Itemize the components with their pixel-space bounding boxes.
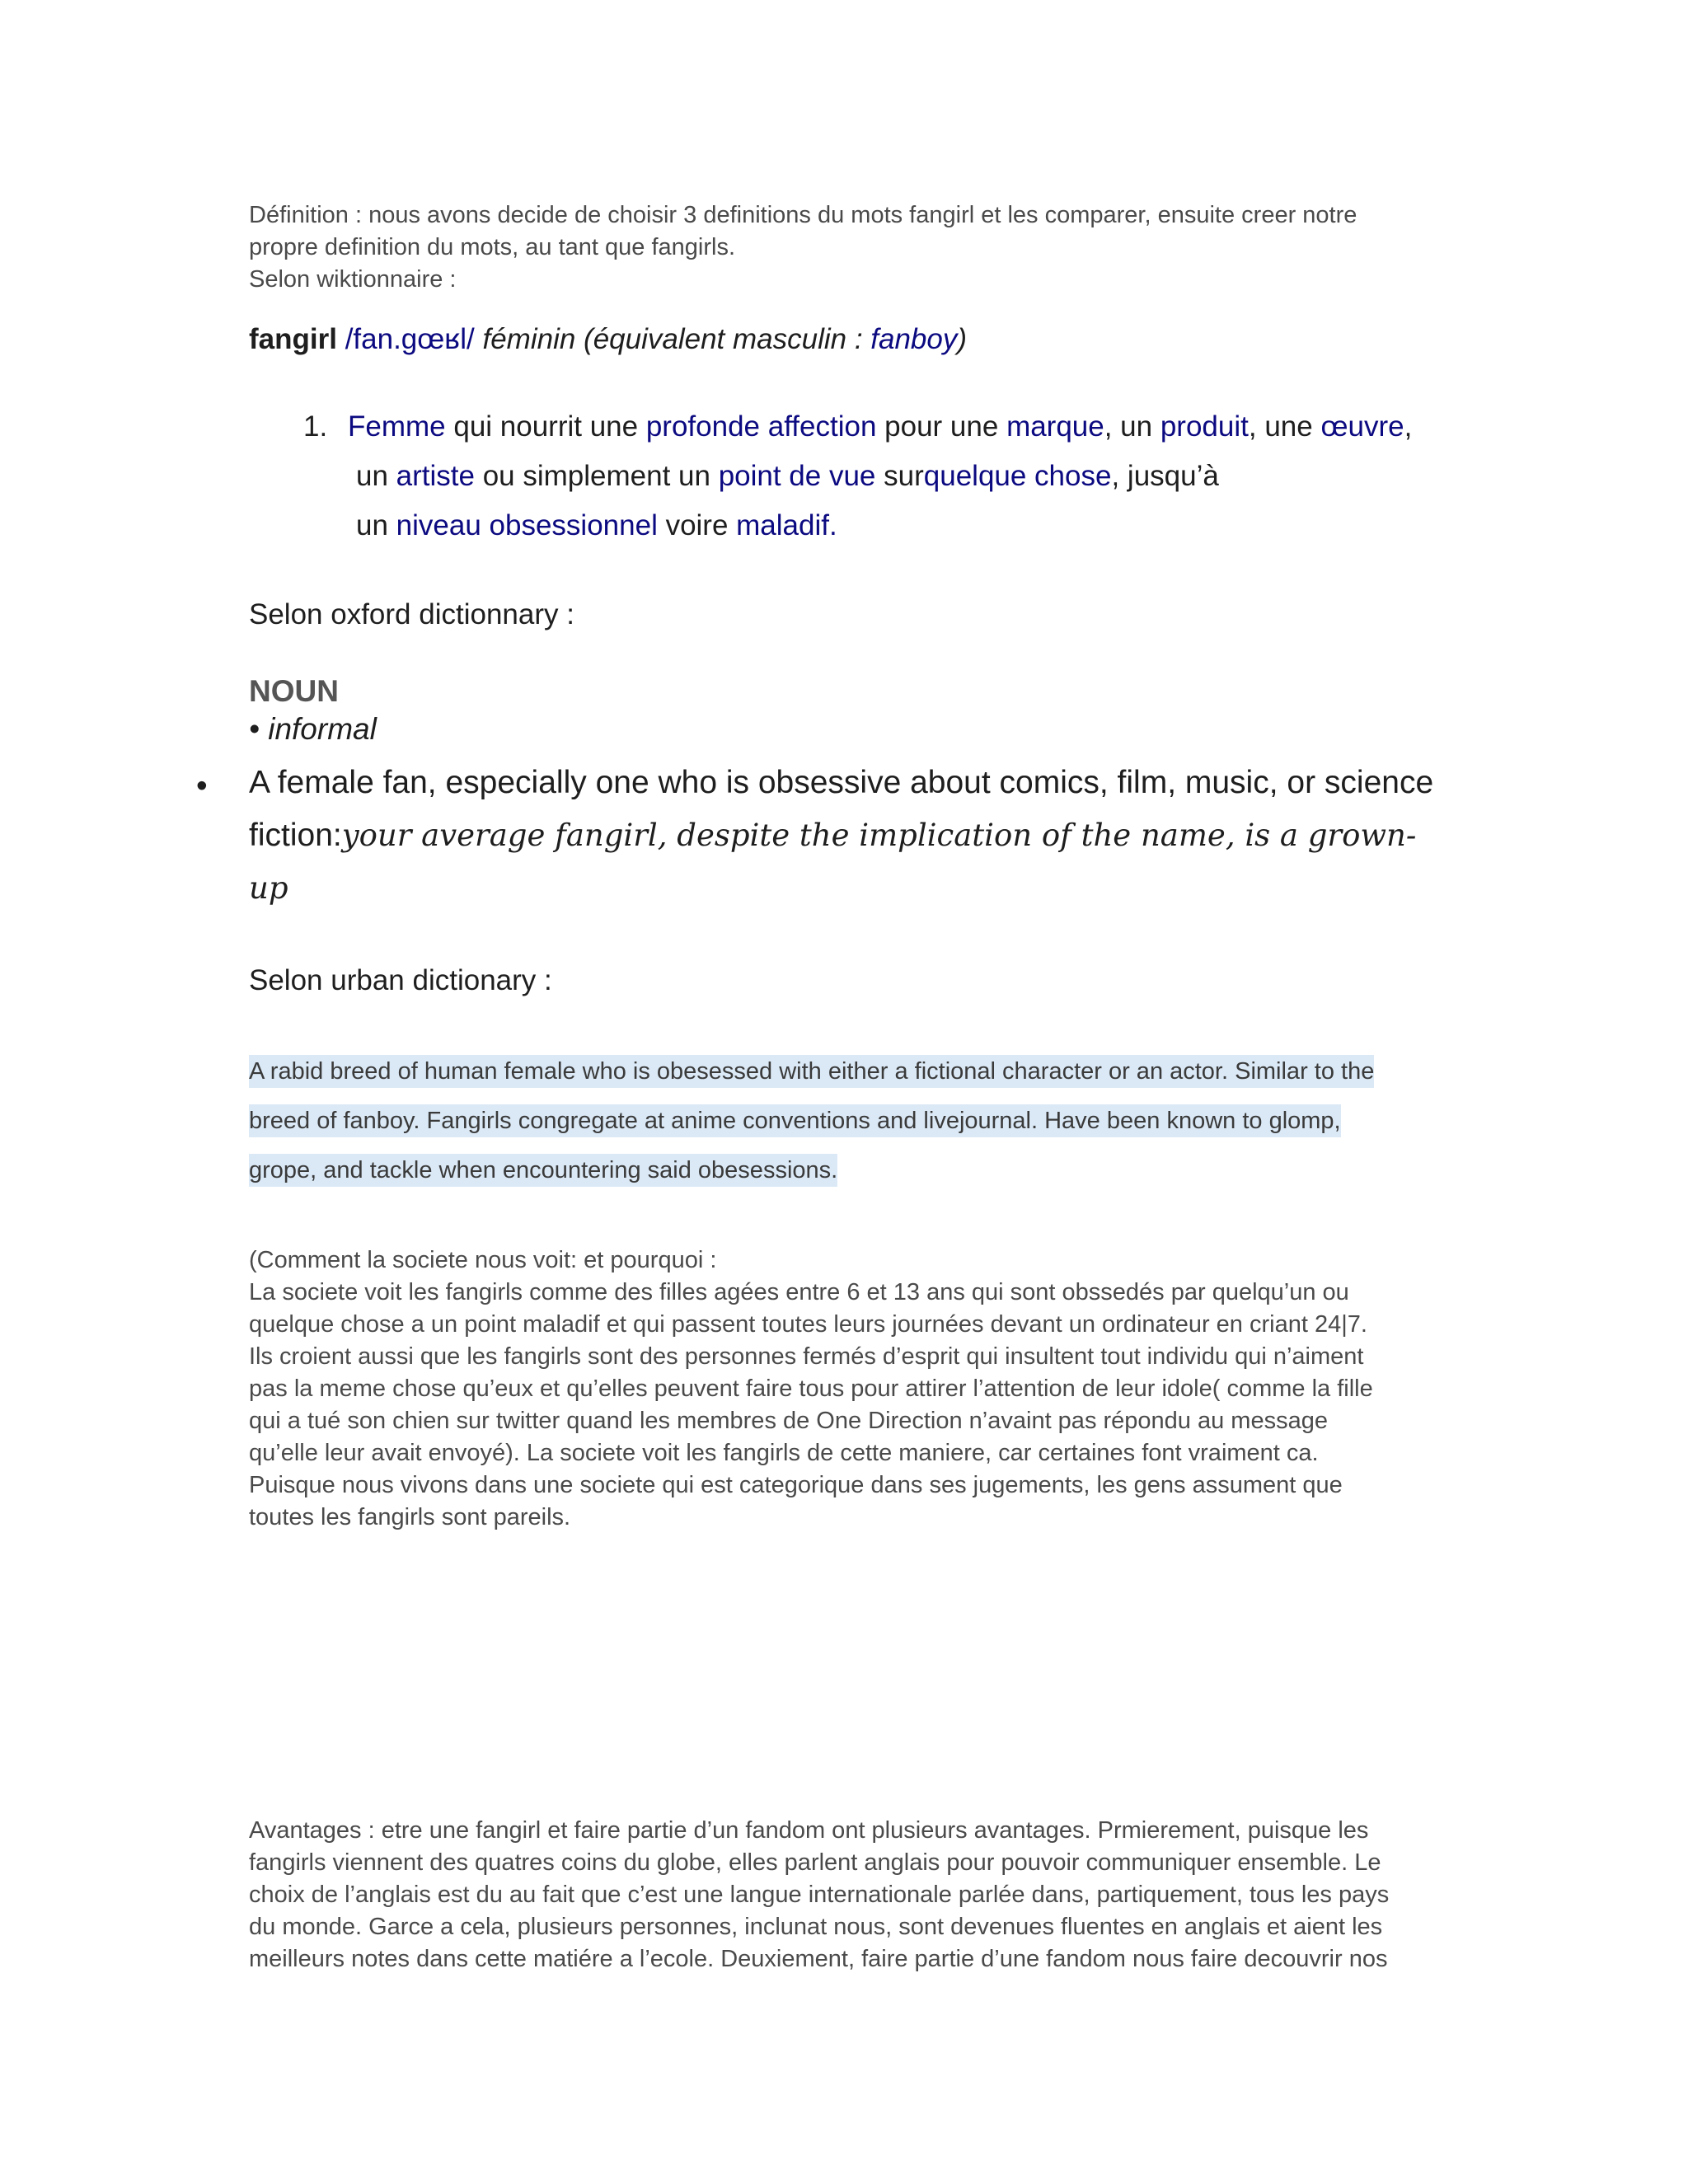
wiktionary-heading: Selon wiktionnaire :: [249, 266, 457, 293]
equivalent-open: (équivalent masculin :: [584, 323, 871, 355]
society-line: La societe voit les fangirls comme des filles agées entre 6 et 13 ans qui sont obssedés par quelqu’un ou: [249, 1279, 1349, 1305]
urban-line: A rabid breed of human female who is obesessed with either a fictional character or an actor. Similar to the: [249, 1055, 1374, 1088]
definition-text: pour une: [876, 410, 1007, 443]
oxford-heading: Selon oxford dictionnary :: [249, 598, 574, 630]
society-line: qu’elle leur avait envoyé). La societe voit les fangirls de cette maniere, car certaines font vraiment ca.: [249, 1440, 1319, 1466]
society-line: Ils croient aussi que les fangirls sont des personnes fermés d’esprit qui insultent tout individu qui n’aiment: [249, 1343, 1364, 1370]
part-of-speech: NOUN: [249, 674, 339, 708]
oxford-definition-text: A female fan, especially one who is obsessive about comics, film, music, or science fiction:: [249, 765, 1434, 853]
definition-text: ou simplement un: [474, 460, 719, 492]
definition-text: , une: [1248, 410, 1321, 443]
wiktionary-link[interactable]: niveau: [396, 509, 481, 541]
wiktionary-link[interactable]: œuvre: [1320, 410, 1404, 443]
intro-paragraph: [249, 199, 1444, 296]
definition-text: sur: [875, 460, 924, 492]
advantages-paragraph: [249, 1815, 1444, 1975]
advantages-line: meilleurs notes dans cette matiére a l’ecole. Deuxiement, faire partie d’une fandom nous faire decouvrir nos: [249, 1946, 1388, 1972]
wiktionary-link[interactable]: obsessionnel: [489, 509, 658, 541]
definition-text: [481, 509, 490, 541]
definition-text: , jusqu’à: [1111, 460, 1219, 492]
definition-text: qui nourrit une: [445, 410, 646, 443]
wiktionary-headword: [249, 320, 1444, 359]
urban-heading: Selon urban dictionary :: [249, 964, 552, 996]
society-line: pas la meme chose qu’eux et qu’elles peuvent faire tous pour attirer l’attention de leur idole( comme la fille: [249, 1376, 1373, 1402]
wiktionary-link[interactable]: produit: [1160, 410, 1249, 443]
society-line: (Comment la societe nous voit: et pourquoi :: [249, 1247, 717, 1273]
definition-text: un: [356, 509, 396, 541]
wiktionary-link[interactable]: Femme: [348, 410, 446, 443]
advantages-line: fangirls viennent des quatres coins du globe, elles parlent anglais pour pouvoir communiquer ensemble. Le: [249, 1849, 1381, 1876]
definition-text: , un: [1104, 410, 1160, 443]
advantages-line: du monde. Garce a cela, plusieurs personnes, inclunat nous, sont devenues fluentes en anglais et aient les: [249, 1914, 1383, 1940]
gender-label: féminin: [482, 323, 576, 355]
society-paragraph: [249, 1244, 1444, 1534]
society-line: quelque chose a un point maladif et qui passent toutes leurs journées devant un ordinateur en criant 24|7.: [249, 1311, 1367, 1338]
society-line: qui a tué son chien sur twitter quand les membres de One Direction n’avaint pas répondu au message: [249, 1408, 1328, 1434]
pronunciation[interactable]: /fan.gœʁl/: [345, 323, 475, 355]
society-line: toutes les fangirls sont pareils.: [249, 1504, 571, 1530]
equivalent-word-link[interactable]: fanboy: [870, 323, 958, 355]
intro-line: Définition : nous avons decide de choisir 3 definitions du mots fangirl et les comparer, ensuite creer notre: [249, 202, 1357, 228]
headword: fangirl: [249, 323, 337, 355]
urban-line: grope, and tackle when encountering said obesessions.: [249, 1154, 837, 1187]
wiktionary-link[interactable]: affection: [767, 410, 877, 443]
oxford-definition: [249, 757, 1444, 915]
urban-line: breed of fanboy. Fangirls congregate at anime conventions and livejournal. Have been known to glomp,: [249, 1104, 1341, 1137]
wiktionary-link[interactable]: maladif: [736, 509, 829, 541]
oxford-example: your average fangirl, despite the implication of the name, is a grown-up: [249, 818, 1417, 906]
definition-text: voire: [657, 509, 737, 541]
bullet-icon: •: [196, 768, 208, 804]
definition-text: [760, 410, 768, 443]
wiktionary-link[interactable]: marque: [1006, 410, 1104, 443]
wiktionary-definition: [303, 402, 1457, 551]
definition-number: 1.: [303, 410, 328, 443]
register-label: • informal: [249, 712, 377, 746]
definition-text: ,: [1404, 410, 1413, 443]
definition-line-2: [356, 452, 1457, 501]
definition-line-1: [348, 402, 1457, 452]
society-line: Puisque nous vivons dans une societe qui est categorique dans ses jugements, les gens assument que: [249, 1472, 1343, 1498]
wiktionary-link[interactable]: quelque chose: [923, 460, 1112, 492]
wiktionary-link[interactable]: artiste: [396, 460, 475, 492]
intro-line: propre definition du mots, au tant que fangirls.: [249, 234, 736, 260]
wiktionary-link[interactable]: point de vue: [718, 460, 876, 492]
advantages-line: choix de l’anglais est du au fait que c’est une langue internationale parlée dans, partiquement, tous les pays: [249, 1882, 1390, 1908]
advantages-line: Avantages : etre une fangirl et faire partie d’un fandom ont plusieurs avantages. Prmierement, puisque les: [249, 1817, 1369, 1844]
wiktionary-link[interactable]: .: [828, 509, 837, 541]
wiktionary-link[interactable]: profonde: [645, 410, 761, 443]
definition-text: un: [356, 460, 396, 492]
urban-definition: [249, 1047, 1444, 1195]
equivalent-close: ): [957, 323, 968, 355]
definition-line-3: [356, 501, 1457, 551]
